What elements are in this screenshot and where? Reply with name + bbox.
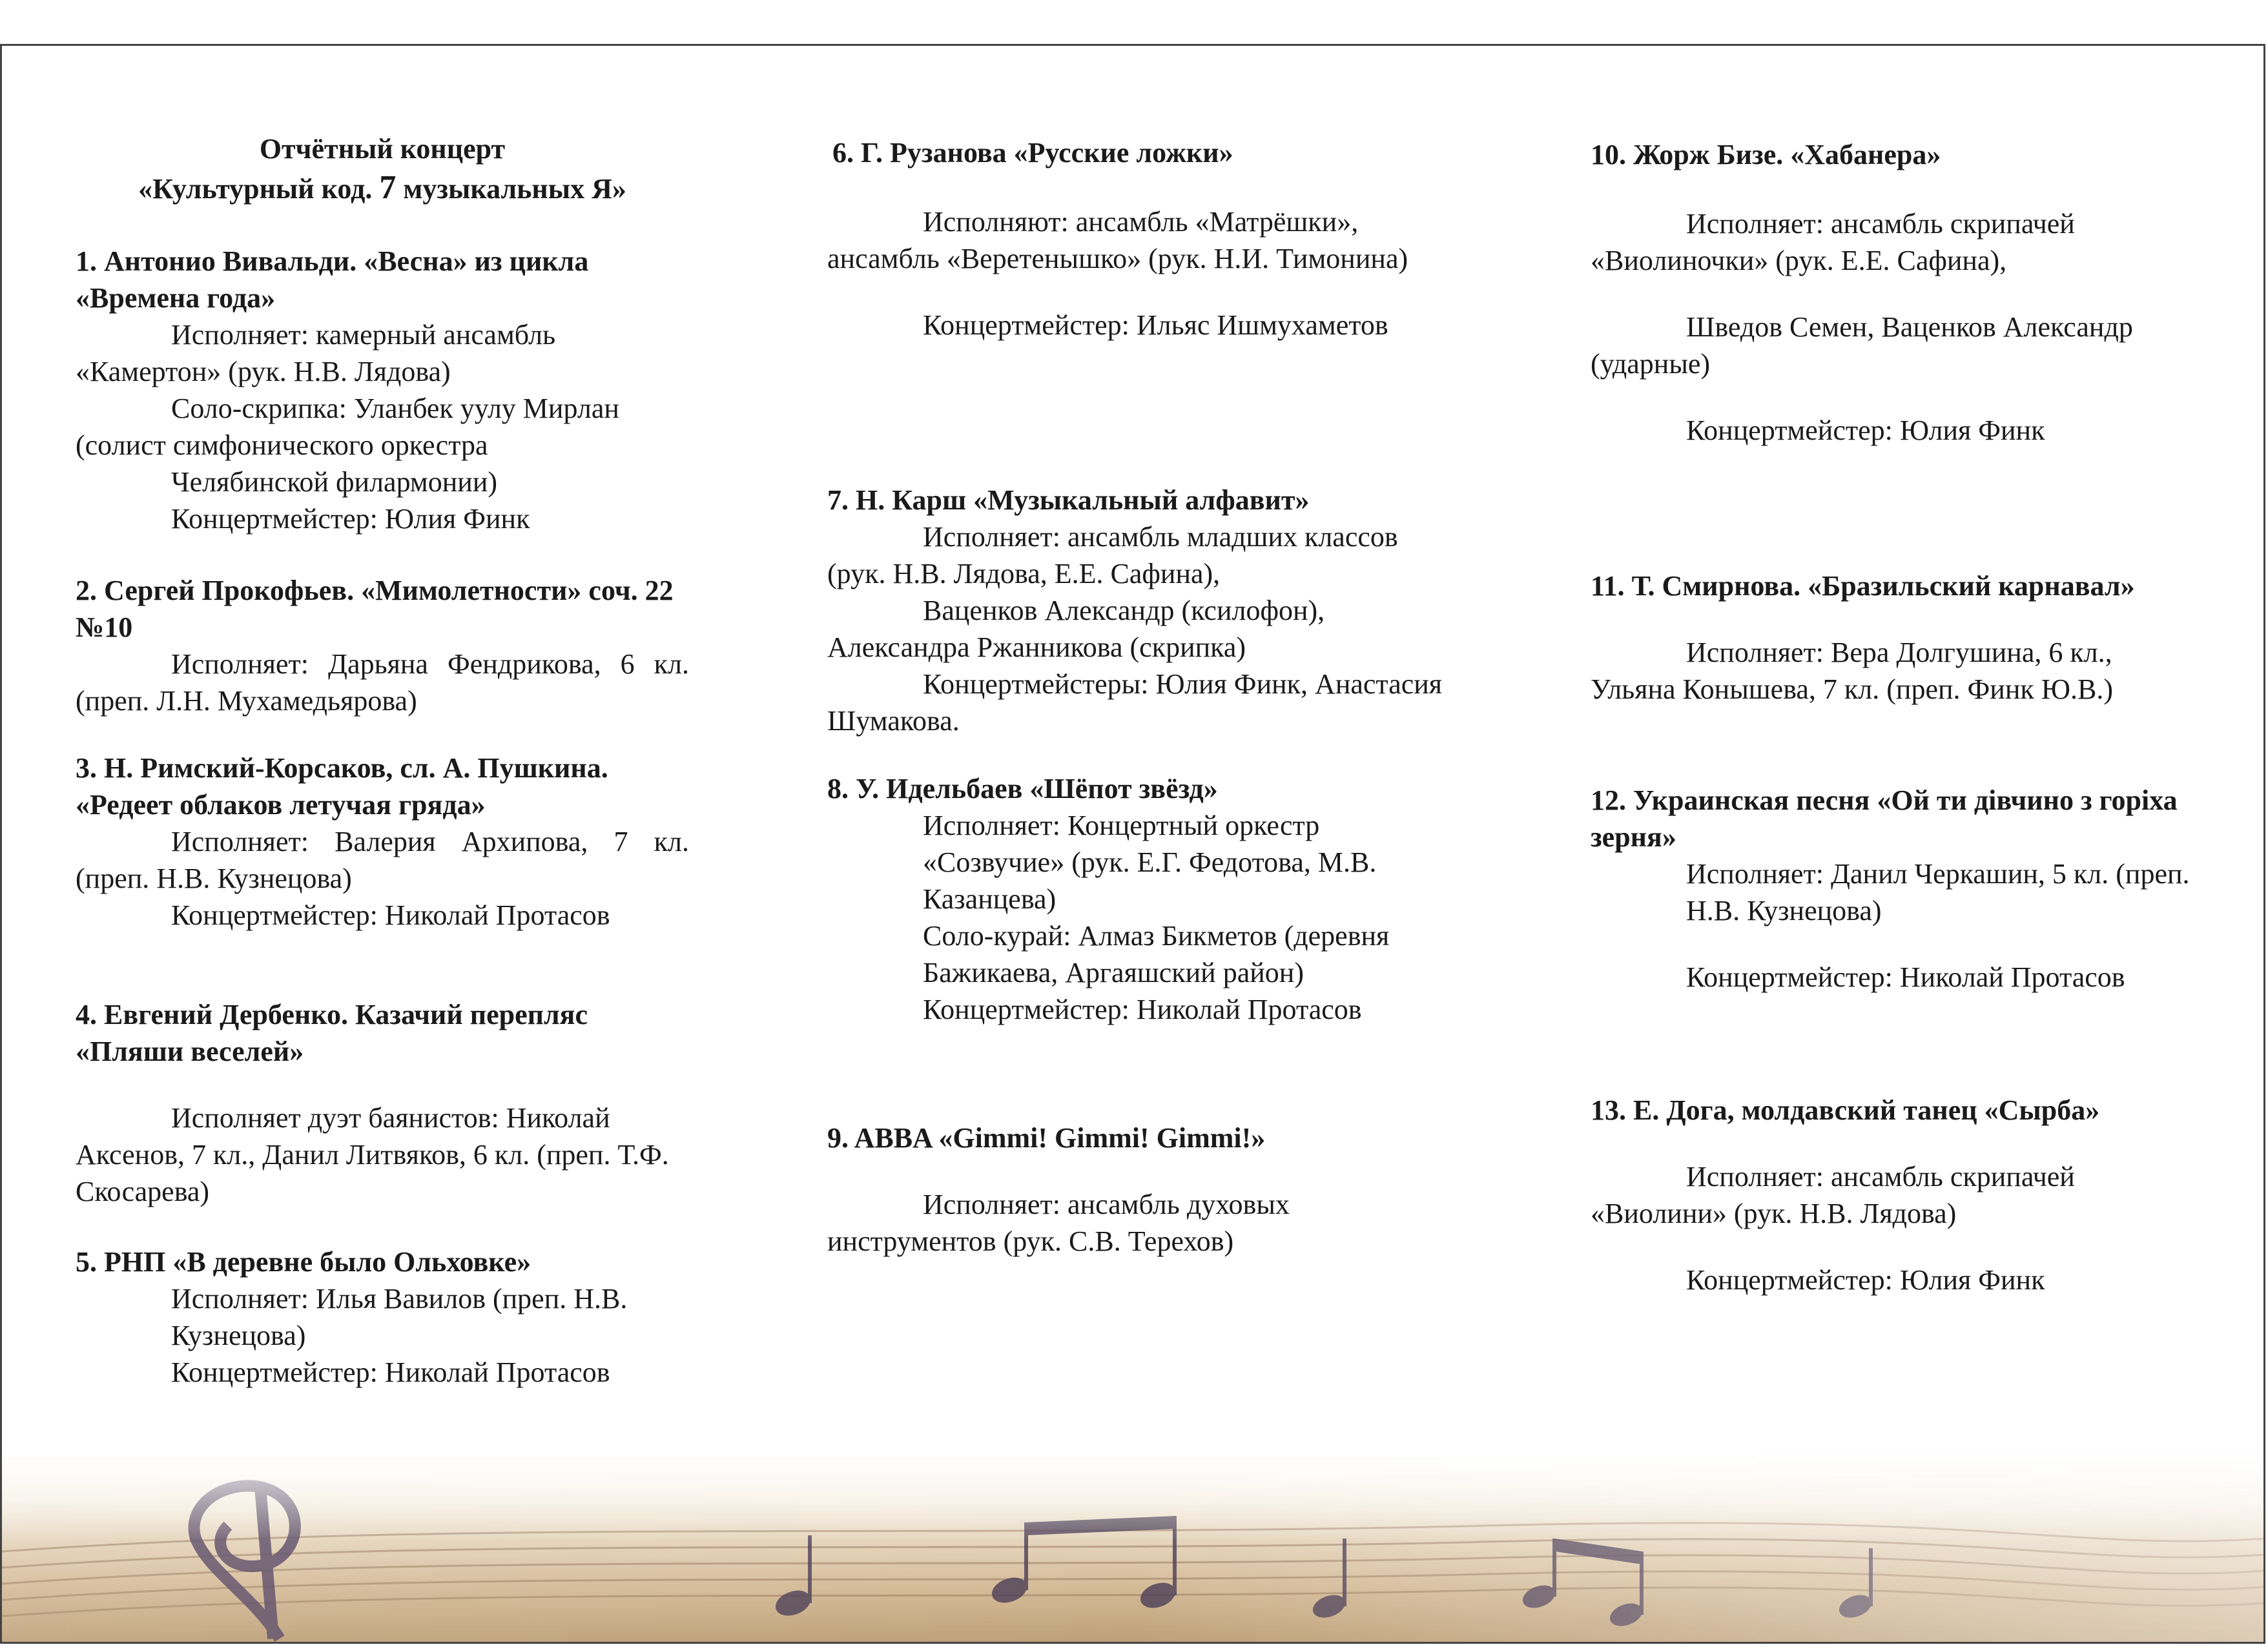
program-item-title: 13. Е. Дога, молдавский танец «Сырба»: [1591, 1094, 2100, 1126]
soloist-line-cont: Челябинской филармонии): [171, 466, 498, 498]
program-item-title: 6. Г. Рузанова «Русские ложки»: [832, 137, 1233, 169]
performer-line: Исполняют: ансамбль «Матрёшки», ансамбль «Веретенышко» (рук. Н.И. Тимонина): [827, 206, 1408, 274]
program-item-7: [827, 482, 1447, 739]
program-page: [0, 44, 2265, 1644]
accompanist-line: Концертмейстер: Юлия Финк: [1686, 1264, 2045, 1296]
program-item-1: [76, 243, 689, 537]
program-item-13: [1591, 1092, 2191, 1298]
program-item-title: 12. Украинская песня «Ой ти дівчино з горіха зерня»: [1591, 784, 2178, 853]
program-item-title: 10. Жорж Бизе. «Хабанера»: [1591, 139, 1941, 170]
performer-line: Исполняет: Илья Вавилов (преп. Н.В. Кузнецова): [171, 1283, 628, 1351]
accompanist-line: Концертмейстер: Николай Протасов: [171, 899, 610, 931]
program-item-10: [1591, 136, 2191, 449]
program-item-title: 9. ABBA «Gimmi! Gimmi! Gimmi!»: [827, 1122, 1266, 1154]
program-item-title: 8. У. Идельбаев «Шёпот звёзд»: [827, 773, 1218, 804]
program-item-2: [76, 572, 689, 719]
soloists-line: Ваценков Александр (ксилофон), Александра Ржанникова (скрипка): [827, 595, 1325, 663]
program-item-title: 4. Евгений Дербенко. Казачий перепляс «Пляши веселей»: [76, 999, 588, 1067]
program-item-6: [827, 134, 1447, 343]
concert-title-line-1: Отчётный концерт: [259, 133, 506, 165]
program-item-12: [1591, 782, 2191, 996]
concert-title-line-2: [76, 169, 689, 209]
program-item-4: [76, 996, 689, 1210]
program-item-title: 1. Антонио Вивальди. «Весна» из цикла «Времена года»: [76, 245, 589, 314]
accompanist-line: Концертмейстер: Юлия Финк: [171, 503, 530, 535]
program-item-5: [76, 1243, 689, 1391]
program-item-title: 11. Т. Смирнова. «Бразильский карнавал»: [1591, 570, 2135, 602]
program-item-3: [76, 750, 689, 934]
program-item-title: 5. РНП «В деревне было Ольховке»: [76, 1246, 531, 1278]
program-item-8: [827, 770, 1447, 1028]
concert-title: [76, 130, 689, 209]
program-item-title: 7. Н. Карш «Музыкальный алфавит»: [827, 484, 1310, 516]
accompanist-line: Концертмейстер: Николай Протасов: [171, 1356, 610, 1388]
performer-line: Исполняет дуэт баянистов: Николай Аксенов, 7 кл., Данил Литвяков, 6 кл. (преп. Т.Ф. Скосарева): [76, 1102, 669, 1207]
percussion-line: Шведов Семен, Ваценков Александр (ударные): [1591, 311, 2133, 380]
performer-line: Исполняет: камерный ансамбль «Камертон» (рук. Н.В. Лядова): [76, 319, 556, 387]
accompanist-line: Концертмейстер: Николай Протасов: [1686, 961, 2125, 993]
performer-line: Исполняет: Вера Долгушина, 6 кл., Ульяна Конышева, 7 кл. (преп. Финк Ю.В.): [1591, 637, 2113, 705]
program-item-title: 2. Сергей Прокофьев. «Мимолетности» соч. 22 №10: [76, 575, 674, 643]
accompanist-line: Концертмейстер: Юлия Финк: [1686, 414, 2045, 446]
music-staff-graphic: [2, 1442, 2265, 1642]
performer-line: Исполняет: ансамбль духовых инструментов (рук. С.В. Терехов): [827, 1189, 1290, 1257]
concert-title-number: 7: [379, 169, 397, 206]
performer-line: Исполняет: Данил Черкашин, 5 кл. (преп. Н.В. Кузнецова): [1686, 858, 2190, 926]
program-item-9: [827, 1120, 1447, 1260]
soloist-line: Соло-курай: Алмаз Бикметов (деревня Бажикаева, Аргаяшский район): [923, 920, 1390, 988]
performer-line: Исполняет: Дарьяна Фендрикова, 6 кл. (преп. Л.Н. Мухамедьярова): [76, 648, 689, 717]
performer-line: Исполняет: ансамбль скрипачей «Виолини» (рук. Н.В. Лядова): [1591, 1161, 2075, 1229]
music-notes-decoration: [2, 1442, 2263, 1642]
performer-line: Исполняет: ансамбль младших классов (рук. Н.В. Лядова, Е.Е. Сафина),: [827, 521, 1398, 589]
accompanist-line: Концертмейстеры: Юлия Финк, Анастасия Шумакова.: [827, 668, 1443, 737]
accompanist-line: Концертмейстер: Николай Протасов: [923, 994, 1362, 1025]
program-item-11: [1591, 568, 2191, 708]
performer-line: Исполняет: Валерия Архипова, 7 кл. (преп. Н.В. Кузнецова): [76, 826, 689, 894]
accompanist-line: Концертмейстер: Ильяс Ишмухаметов: [923, 309, 1388, 341]
performer-line: Исполняет: ансамбль скрипачей «Виолиночки» (рук. Е.Е. Сафина),: [1591, 208, 2075, 276]
performer-line: Исполняет: Концертный оркестр «Созвучие» (рук. Е.Г. Федотова, М.В. Казанцева): [923, 810, 1377, 915]
program-item-title: 3. Н. Римский-Корсаков, сл. А. Пушкина. «Редеет облаков летучая гряда»: [76, 752, 608, 821]
soloist-line: Соло-скрипка: Уланбек уулу Мирлан (солист симфонического оркестра: [76, 393, 619, 461]
concert-title-part-a: «Культурный код.: [138, 173, 373, 205]
concert-title-part-b: музыкальных Я»: [403, 173, 626, 205]
